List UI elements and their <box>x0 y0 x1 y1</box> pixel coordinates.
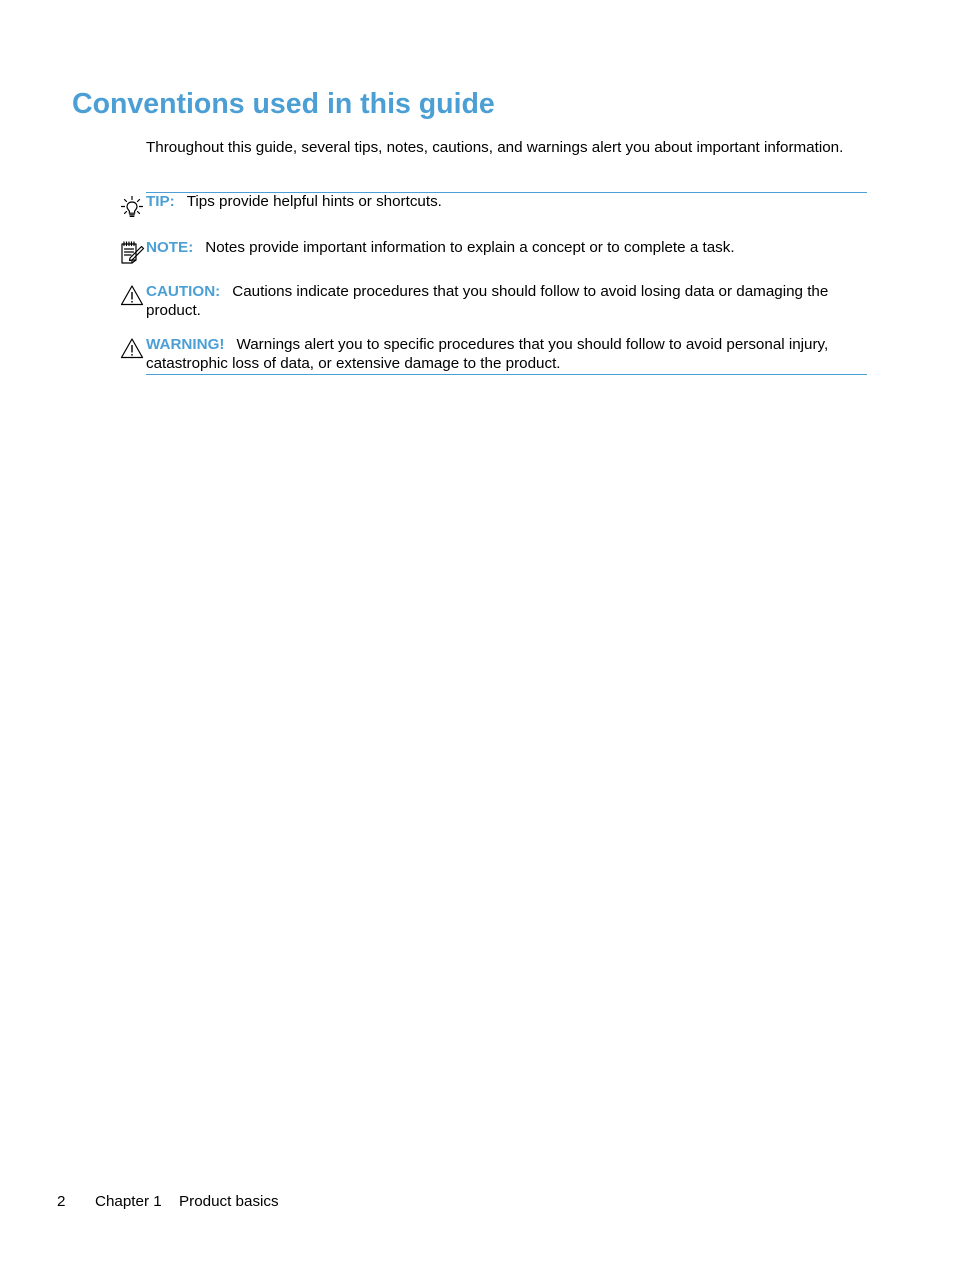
warning-admonition <box>146 335 858 373</box>
page-number: 2 <box>57 1193 66 1210</box>
admonition-bottom-rule <box>146 374 867 375</box>
caution-text: Cautions indicate procedures that you should follow to avoid losing data or damaging the product. <box>146 283 829 319</box>
caution-label: CAUTION: <box>146 283 221 300</box>
lightbulb-icon <box>119 194 145 220</box>
tip-label: TIP: <box>146 193 175 210</box>
warning-triangle-icon <box>120 336 146 362</box>
note-admonition <box>146 238 858 257</box>
tip-admonition <box>146 192 858 211</box>
caution-admonition <box>146 282 858 320</box>
footer-chapter: Chapter 1 <box>95 1193 162 1210</box>
note-pad-icon <box>119 240 145 266</box>
page-title: Conventions used in this guide <box>72 88 495 120</box>
footer-chapter-title: Product basics <box>179 1193 279 1210</box>
note-label: NOTE: <box>146 239 194 256</box>
intro-paragraph: Throughout this guide, several tips, notes, cautions, and warnings alert you about important information. <box>146 139 844 156</box>
note-text: Notes provide important information to explain a concept or to complete a task. <box>205 239 735 256</box>
warning-text: Warnings alert you to specific procedures that you should follow to avoid personal injury, catastrophic loss of data, or extensive damage to the product. <box>146 336 829 372</box>
warning-triangle-icon <box>120 283 146 309</box>
tip-text: Tips provide helpful hints or shortcuts. <box>186 193 442 210</box>
warning-label: WARNING! <box>146 336 225 353</box>
